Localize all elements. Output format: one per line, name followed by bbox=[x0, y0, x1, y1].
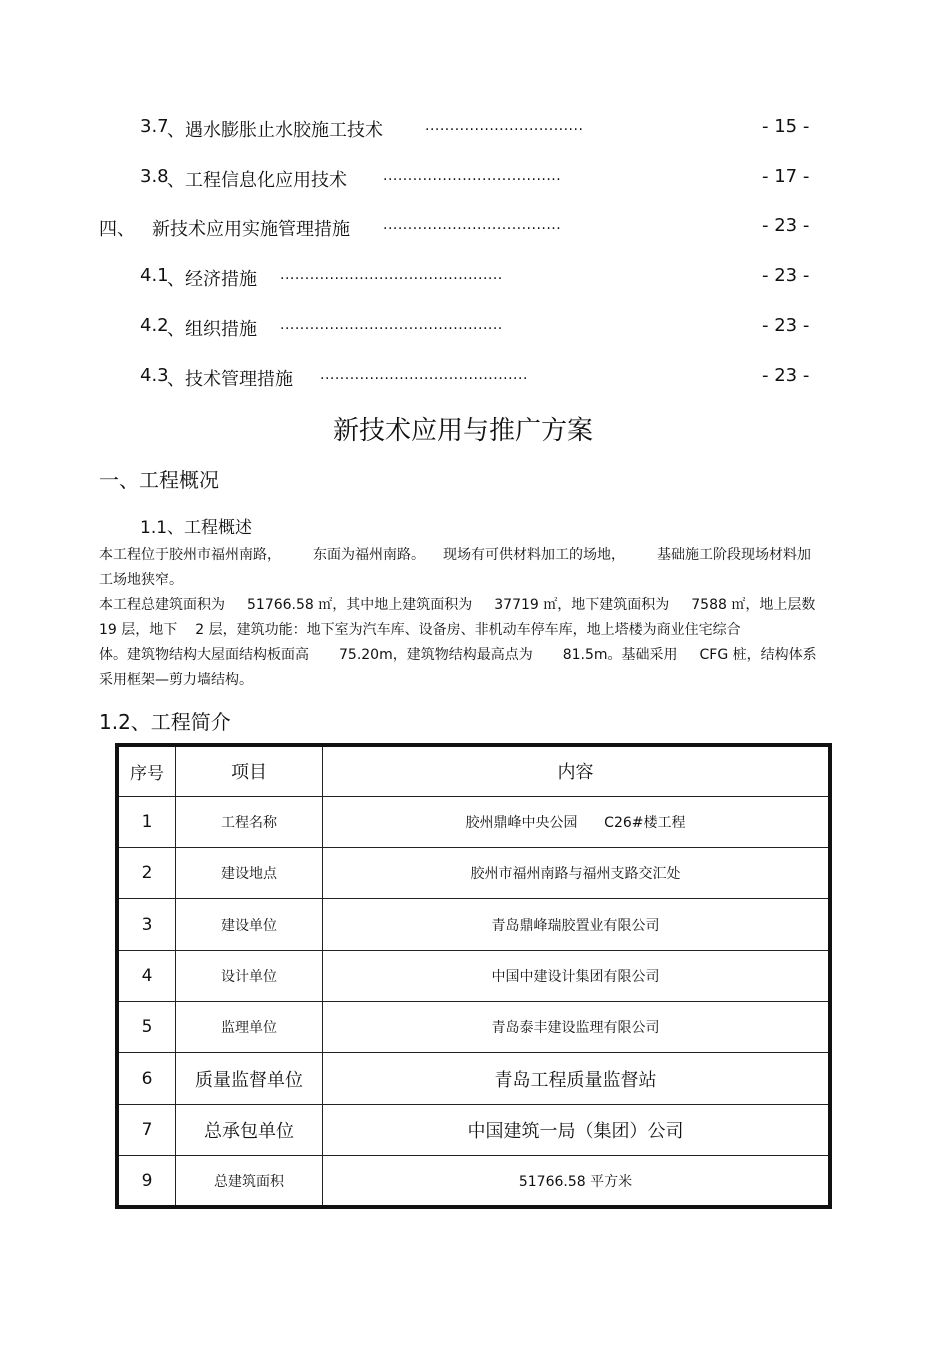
toc-leader: ................................ bbox=[425, 118, 584, 134]
text-span: 现场有可供材料加工的场地， bbox=[443, 547, 625, 563]
toc-title: 、经济措施 bbox=[167, 269, 257, 290]
toc-entry-4-2[interactable] bbox=[0, 315, 950, 345]
text-span: 81.5m。基础采用 bbox=[562, 647, 678, 663]
table-row bbox=[117, 1104, 830, 1155]
toc-page: - 23 - bbox=[762, 365, 810, 386]
table-row bbox=[117, 950, 830, 1001]
cell-item: 监理单位 bbox=[176, 1002, 323, 1053]
text-span: 37719 ㎡，地下建筑面积为 bbox=[494, 597, 670, 613]
toc-leader: ............................................. bbox=[280, 267, 503, 283]
cell-content: 青岛工程质量监督站 bbox=[323, 1053, 831, 1104]
toc-entry-4[interactable] bbox=[0, 215, 950, 245]
table-row bbox=[117, 899, 830, 950]
cell-item: 总承包单位 bbox=[176, 1104, 323, 1155]
toc-page: - 23 - bbox=[762, 265, 810, 286]
text-span: 采用框架—剪力墙结构。 bbox=[99, 672, 253, 688]
table-header-row bbox=[117, 745, 830, 796]
cell-content: 51766.58 平方米 bbox=[323, 1156, 831, 1207]
text-span: 东面为福州南路。 bbox=[313, 547, 425, 563]
cell-item: 建设地点 bbox=[176, 848, 323, 899]
text-span: 工场地狭窄。 bbox=[99, 572, 183, 588]
toc-title: 、工程信息化应用技术 bbox=[167, 170, 347, 191]
subsection-heading-1-1: 1.1、工程概述 bbox=[140, 518, 253, 538]
cell-seq: 9 bbox=[117, 1156, 176, 1207]
table-row bbox=[117, 1002, 830, 1053]
cell-item: 设计单位 bbox=[176, 950, 323, 1001]
cell-item: 总建筑面积 bbox=[176, 1156, 323, 1207]
toc-number: 四、 bbox=[99, 219, 135, 240]
text-span: 体。建筑物结构大屋面结构板面高 bbox=[99, 647, 309, 663]
document-title: 新技术应用与推广方案 bbox=[332, 416, 593, 446]
table-row bbox=[117, 796, 830, 847]
cell-content: 青岛泰丰建设监理有限公司 bbox=[323, 1002, 831, 1053]
cell-content: 青岛鼎峰瑞胶置业有限公司 bbox=[323, 899, 831, 950]
toc-leader: .......................................... bbox=[320, 367, 528, 383]
cell-content: 中国建筑一局（集团）公司 bbox=[323, 1104, 831, 1155]
toc-leader: .................................... bbox=[383, 168, 562, 184]
paragraph-location bbox=[99, 543, 844, 593]
toc-page: - 23 - bbox=[762, 315, 810, 336]
cell-item: 工程名称 bbox=[176, 796, 323, 847]
text-span: 75.20m，建筑物结构最高点为 bbox=[339, 647, 533, 663]
toc-entry-3-7[interactable] bbox=[0, 116, 950, 146]
cell-item: 建设单位 bbox=[176, 899, 323, 950]
toc-leader: .................................... bbox=[383, 217, 562, 233]
toc-leader: ............................................. bbox=[280, 317, 503, 333]
cell-seq: 2 bbox=[117, 848, 176, 899]
toc-entry-4-3[interactable] bbox=[0, 365, 950, 395]
toc-entry-3-8[interactable] bbox=[0, 166, 950, 196]
section-heading-overview: 一、工程概况 bbox=[99, 468, 219, 492]
cell-item: 质量监督单位 bbox=[176, 1053, 323, 1104]
cell-seq: 4 bbox=[117, 950, 176, 1001]
toc-page: - 23 - bbox=[762, 215, 810, 236]
toc-page: - 17 - bbox=[762, 166, 810, 187]
paragraph-area bbox=[99, 593, 844, 693]
table-row bbox=[117, 1156, 830, 1207]
cell-seq: 6 bbox=[117, 1053, 176, 1104]
cell-seq: 5 bbox=[117, 1002, 176, 1053]
table-row bbox=[117, 848, 830, 899]
cell-seq: 1 bbox=[117, 796, 176, 847]
column-header-seq: 序号 bbox=[117, 745, 176, 796]
cell-seq: 3 bbox=[117, 899, 176, 950]
text-span: 19 层，地下 bbox=[99, 622, 178, 638]
text-span: 本工程位于胶州市福州南路， bbox=[99, 547, 281, 563]
cell-seq: 7 bbox=[117, 1104, 176, 1155]
text-span: 本工程总建筑面积为 bbox=[99, 597, 225, 613]
text-span: 基础施工阶段现场材料加 bbox=[657, 547, 811, 563]
table-row bbox=[117, 1053, 830, 1104]
toc-number: 4.3 bbox=[140, 365, 169, 386]
toc-number: 4.2 bbox=[140, 315, 169, 336]
text-span: 51766.58 ㎡，其中地上建筑面积为 bbox=[247, 597, 473, 613]
column-header-content: 内容 bbox=[323, 745, 831, 796]
toc-title: 新技术应用实施管理措施 bbox=[152, 219, 350, 240]
toc-number: 4.1 bbox=[140, 265, 169, 286]
toc-entry-4-1[interactable] bbox=[0, 265, 950, 295]
cell-content: 胶州市福州南路与福州支路交汇处 bbox=[323, 848, 831, 899]
text-span: 7588 ㎡，地上层数 bbox=[691, 597, 816, 613]
text-span: CFG 桩，结构体系 bbox=[699, 647, 817, 663]
text-span: 2 层，建筑功能：地下室为汽车库、设备房、非机动车停车库，地上塔楼为商业住宅综合 bbox=[195, 622, 741, 638]
subsection-heading-1-2: 1.2、工程简介 bbox=[99, 710, 231, 734]
toc-number: 3.7 bbox=[140, 116, 169, 137]
cell-content: 中国中建设计集团有限公司 bbox=[323, 950, 831, 1001]
toc-page: - 15 - bbox=[762, 116, 810, 137]
toc-title: 、技术管理措施 bbox=[167, 369, 293, 390]
column-header-item: 项目 bbox=[176, 745, 323, 796]
project-info-table bbox=[115, 743, 832, 1209]
cell-content: 胶州鼎峰中央公园 C26#楼工程 bbox=[323, 796, 831, 847]
toc-title: 、遇水膨胀止水胶施工技术 bbox=[167, 120, 383, 141]
toc-number: 3.8 bbox=[140, 166, 169, 187]
toc-title: 、组织措施 bbox=[167, 319, 257, 340]
